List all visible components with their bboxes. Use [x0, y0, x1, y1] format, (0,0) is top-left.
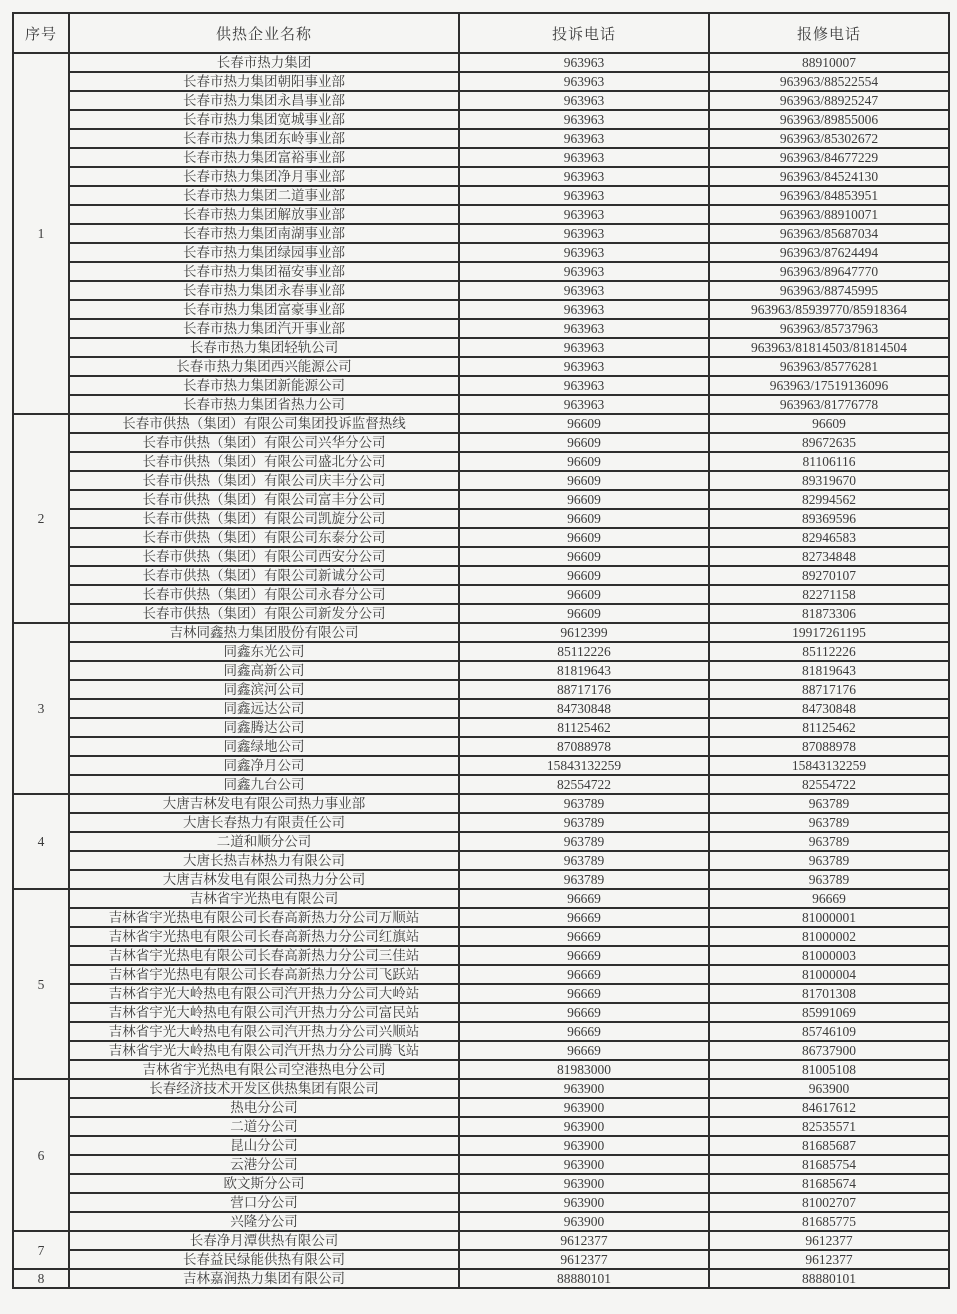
company-name-cell: 长春益民绿能供热有限公司	[69, 1250, 459, 1269]
header-serial-number: 序号	[13, 13, 69, 53]
repair-phone-cell: 87088978	[709, 737, 949, 756]
repair-phone-cell: 82734848	[709, 547, 949, 566]
table-row	[13, 509, 949, 528]
repair-phone-cell: 85746109	[709, 1022, 949, 1041]
repair-phone-cell: 963789	[709, 813, 949, 832]
repair-phone-cell: 84730848	[709, 699, 949, 718]
complaint-phone-cell: 963963	[459, 281, 709, 300]
complaint-phone-cell: 963963	[459, 129, 709, 148]
company-name-cell: 长春市供热（集团）有限公司凯旋分公司	[69, 509, 459, 528]
table-row	[13, 775, 949, 794]
repair-phone-cell: 88880101	[709, 1269, 949, 1288]
complaint-phone-cell: 81125462	[459, 718, 709, 737]
table-row	[13, 72, 949, 91]
table-row	[13, 699, 949, 718]
table-row	[13, 91, 949, 110]
table-row	[13, 452, 949, 471]
company-name-cell: 同鑫腾达公司	[69, 718, 459, 737]
company-name-cell: 长春市热力集团	[69, 53, 459, 72]
repair-phone-cell: 84617612	[709, 1098, 949, 1117]
complaint-phone-cell: 82554722	[459, 775, 709, 794]
complaint-phone-cell: 96669	[459, 1041, 709, 1060]
table-row	[13, 927, 949, 946]
table-row	[13, 1136, 949, 1155]
company-name-cell: 吉林省宇光热电有限公司空港热电分公司	[69, 1060, 459, 1079]
company-name-cell: 长春市热力集团汽开事业部	[69, 319, 459, 338]
repair-phone-cell: 82994562	[709, 490, 949, 509]
complaint-phone-cell: 96609	[459, 547, 709, 566]
table-row	[13, 357, 949, 376]
complaint-phone-cell: 963963	[459, 110, 709, 129]
repair-phone-cell: 963963/87624494	[709, 243, 949, 262]
table-row	[13, 547, 949, 566]
repair-phone-cell: 9612377	[709, 1250, 949, 1269]
complaint-phone-cell: 96669	[459, 927, 709, 946]
company-name-cell: 长春市热力集团西兴能源公司	[69, 357, 459, 376]
repair-phone-cell: 85112226	[709, 642, 949, 661]
complaint-phone-cell: 963963	[459, 167, 709, 186]
complaint-phone-cell: 963789	[459, 870, 709, 889]
table-row	[13, 205, 949, 224]
table-row	[13, 1098, 949, 1117]
company-name-cell: 同鑫九台公司	[69, 775, 459, 794]
complaint-phone-cell: 963963	[459, 338, 709, 357]
serial-cell: 4	[13, 794, 69, 889]
repair-phone-cell: 89369596	[709, 509, 949, 528]
table-row	[13, 889, 949, 908]
table-row	[13, 167, 949, 186]
table-row	[13, 1041, 949, 1060]
repair-phone-cell: 15843132259	[709, 756, 949, 775]
complaint-phone-cell: 963900	[459, 1174, 709, 1193]
complaint-phone-cell: 963900	[459, 1117, 709, 1136]
complaint-phone-cell: 963789	[459, 794, 709, 813]
table-row	[13, 1155, 949, 1174]
table-row	[13, 129, 949, 148]
repair-phone-cell: 81000004	[709, 965, 949, 984]
company-name-cell: 吉林省宇光大岭热电有限公司汽开热力分公司腾飞站	[69, 1041, 459, 1060]
complaint-phone-cell: 96609	[459, 528, 709, 547]
repair-phone-cell: 81125462	[709, 718, 949, 737]
table-row	[13, 832, 949, 851]
company-name-cell: 长春市热力集团净月事业部	[69, 167, 459, 186]
complaint-phone-cell: 96609	[459, 566, 709, 585]
repair-phone-cell: 963963/85939770/85918364	[709, 300, 949, 319]
company-name-cell: 长春市热力集团东岭事业部	[69, 129, 459, 148]
table-row	[13, 148, 949, 167]
company-name-cell: 长春市供热（集团）有限公司新发分公司	[69, 604, 459, 623]
complaint-phone-cell: 81819643	[459, 661, 709, 680]
complaint-phone-cell: 81983000	[459, 1060, 709, 1079]
company-name-cell: 吉林省宇光大岭热电有限公司汽开热力分公司富民站	[69, 1003, 459, 1022]
company-name-cell: 大唐长春热力有限责任公司	[69, 813, 459, 832]
table-row	[13, 965, 949, 984]
company-name-cell: 吉林省宇光热电有限公司长春高新热力分公司三佳站	[69, 946, 459, 965]
table-row	[13, 528, 949, 547]
complaint-phone-cell: 96609	[459, 433, 709, 452]
complaint-phone-cell: 963963	[459, 72, 709, 91]
complaint-phone-cell: 963789	[459, 832, 709, 851]
table-row	[13, 1269, 949, 1288]
table-row	[13, 680, 949, 699]
repair-phone-cell: 963963/89855006	[709, 110, 949, 129]
company-name-cell: 吉林省宇光热电有限公司长春高新热力分公司万顺站	[69, 908, 459, 927]
complaint-phone-cell: 9612377	[459, 1250, 709, 1269]
table-row	[13, 813, 949, 832]
complaint-phone-cell: 96609	[459, 604, 709, 623]
company-name-cell: 长春市供热（集团）有限公司东泰分公司	[69, 528, 459, 547]
header-company-name: 供热企业名称	[69, 13, 459, 53]
complaint-phone-cell: 96609	[459, 509, 709, 528]
company-name-cell: 长春市热力集团富豪事业部	[69, 300, 459, 319]
company-name-cell: 长春市热力集团省热力公司	[69, 395, 459, 414]
company-name-cell: 吉林省宇光热电有限公司长春高新热力分公司红旗站	[69, 927, 459, 946]
table-row	[13, 946, 949, 965]
table-row	[13, 1174, 949, 1193]
company-name-cell: 长春市热力集团绿园事业部	[69, 243, 459, 262]
complaint-phone-cell: 96609	[459, 414, 709, 433]
complaint-phone-cell: 963900	[459, 1155, 709, 1174]
table-row	[13, 737, 949, 756]
repair-phone-cell: 89672635	[709, 433, 949, 452]
table-row	[13, 243, 949, 262]
heating-company-phone-table	[12, 12, 950, 1289]
complaint-phone-cell: 963963	[459, 319, 709, 338]
table-row	[13, 1117, 949, 1136]
repair-phone-cell: 81106116	[709, 452, 949, 471]
repair-phone-cell: 88717176	[709, 680, 949, 699]
complaint-phone-cell: 88717176	[459, 680, 709, 699]
complaint-phone-cell: 963900	[459, 1193, 709, 1212]
complaint-phone-cell: 963963	[459, 300, 709, 319]
complaint-phone-cell: 96669	[459, 1003, 709, 1022]
table-row	[13, 984, 949, 1003]
repair-phone-cell: 81685775	[709, 1212, 949, 1231]
table-row	[13, 471, 949, 490]
table-row	[13, 376, 949, 395]
company-name-cell: 长春市供热（集团）有限公司富丰分公司	[69, 490, 459, 509]
company-name-cell: 长春市热力集团宽城事业部	[69, 110, 459, 129]
repair-phone-cell: 89319670	[709, 471, 949, 490]
repair-phone-cell: 82946583	[709, 528, 949, 547]
company-name-cell: 长春市供热（集团）有限公司兴华分公司	[69, 433, 459, 452]
company-name-cell: 吉林省宇光热电有限公司长春高新热力分公司飞跃站	[69, 965, 459, 984]
table-row	[13, 433, 949, 452]
repair-phone-cell: 963963/85776281	[709, 357, 949, 376]
company-name-cell: 大唐长热吉林热力有限公司	[69, 851, 459, 870]
complaint-phone-cell: 96669	[459, 965, 709, 984]
company-name-cell: 云港分公司	[69, 1155, 459, 1174]
complaint-phone-cell: 96669	[459, 1022, 709, 1041]
company-name-cell: 大唐吉林发电有限公司热力分公司	[69, 870, 459, 889]
complaint-phone-cell: 85112226	[459, 642, 709, 661]
complaint-phone-cell: 88880101	[459, 1269, 709, 1288]
repair-phone-cell: 81819643	[709, 661, 949, 680]
repair-phone-cell: 963963/88522554	[709, 72, 949, 91]
table-row	[13, 319, 949, 338]
table-row	[13, 623, 949, 642]
company-name-cell: 长春市供热（集团）有限公司永春分公司	[69, 585, 459, 604]
table-row	[13, 490, 949, 509]
company-name-cell: 吉林省宇光大岭热电有限公司汽开热力分公司兴顺站	[69, 1022, 459, 1041]
table-row	[13, 642, 949, 661]
repair-phone-cell: 963963/85302672	[709, 129, 949, 148]
complaint-phone-cell: 963963	[459, 91, 709, 110]
repair-phone-cell: 963963/85687034	[709, 224, 949, 243]
company-name-cell: 长春市热力集团富裕事业部	[69, 148, 459, 167]
table-row	[13, 1079, 949, 1098]
repair-phone-cell: 963789	[709, 870, 949, 889]
repair-phone-cell: 9612377	[709, 1231, 949, 1250]
company-name-cell: 长春市热力集团二道事业部	[69, 186, 459, 205]
company-name-cell: 二道和顺分公司	[69, 832, 459, 851]
repair-phone-cell: 81685754	[709, 1155, 949, 1174]
complaint-phone-cell: 963963	[459, 224, 709, 243]
complaint-phone-cell: 963900	[459, 1212, 709, 1231]
company-name-cell: 长春市热力集团新能源公司	[69, 376, 459, 395]
header-repair-phone: 报修电话	[709, 13, 949, 53]
serial-cell: 5	[13, 889, 69, 1079]
table-row	[13, 53, 949, 72]
repair-phone-cell: 963789	[709, 851, 949, 870]
table-row	[13, 414, 949, 433]
company-name-cell: 大唐吉林发电有限公司热力事业部	[69, 794, 459, 813]
complaint-phone-cell: 963963	[459, 205, 709, 224]
repair-phone-cell: 963963/88925247	[709, 91, 949, 110]
repair-phone-cell: 963789	[709, 832, 949, 851]
complaint-phone-cell: 96669	[459, 889, 709, 908]
company-name-cell: 欧文斯分公司	[69, 1174, 459, 1193]
company-name-cell: 吉林省宇光热电有限公司	[69, 889, 459, 908]
table-row	[13, 566, 949, 585]
table-row	[13, 224, 949, 243]
table-row	[13, 395, 949, 414]
complaint-phone-cell: 96609	[459, 490, 709, 509]
table-row	[13, 1250, 949, 1269]
repair-phone-cell: 89270107	[709, 566, 949, 585]
complaint-phone-cell: 963789	[459, 813, 709, 832]
repair-phone-cell: 82554722	[709, 775, 949, 794]
complaint-phone-cell: 963963	[459, 262, 709, 281]
complaint-phone-cell: 963963	[459, 395, 709, 414]
table-row	[13, 1193, 949, 1212]
header-row	[13, 13, 949, 53]
repair-phone-cell: 963963/89647770	[709, 262, 949, 281]
complaint-phone-cell: 963900	[459, 1098, 709, 1117]
complaint-phone-cell: 15843132259	[459, 756, 709, 775]
company-name-cell: 同鑫东光公司	[69, 642, 459, 661]
complaint-phone-cell: 963963	[459, 186, 709, 205]
repair-phone-cell: 963963/81776778	[709, 395, 949, 414]
company-name-cell: 长春市热力集团解放事业部	[69, 205, 459, 224]
company-name-cell: 昆山分公司	[69, 1136, 459, 1155]
repair-phone-cell: 963900	[709, 1079, 949, 1098]
table-row	[13, 604, 949, 623]
repair-phone-cell: 963963/81814503/81814504	[709, 338, 949, 357]
repair-phone-cell: 81000002	[709, 927, 949, 946]
repair-phone-cell: 85991069	[709, 1003, 949, 1022]
table-row	[13, 794, 949, 813]
complaint-phone-cell: 963900	[459, 1079, 709, 1098]
table-row	[13, 1022, 949, 1041]
repair-phone-cell: 82535571	[709, 1117, 949, 1136]
company-name-cell: 长春市供热（集团）有限公司集团投诉监督热线	[69, 414, 459, 433]
company-name-cell: 同鑫净月公司	[69, 756, 459, 775]
table-row	[13, 338, 949, 357]
table-row	[13, 870, 949, 889]
complaint-phone-cell: 963963	[459, 376, 709, 395]
table-row	[13, 110, 949, 129]
repair-phone-cell: 963963/84524130	[709, 167, 949, 186]
table-row	[13, 281, 949, 300]
table-row	[13, 1212, 949, 1231]
repair-phone-cell: 81005108	[709, 1060, 949, 1079]
company-name-cell: 长春市供热（集团）有限公司西安分公司	[69, 547, 459, 566]
company-name-cell: 热电分公司	[69, 1098, 459, 1117]
repair-phone-cell: 963789	[709, 794, 949, 813]
company-name-cell: 长春市热力集团朝阳事业部	[69, 72, 459, 91]
table-row	[13, 756, 949, 775]
company-name-cell: 长春市供热（集团）有限公司庆丰分公司	[69, 471, 459, 490]
serial-cell: 2	[13, 414, 69, 623]
repair-phone-cell: 96609	[709, 414, 949, 433]
repair-phone-cell: 81685687	[709, 1136, 949, 1155]
complaint-phone-cell: 96669	[459, 946, 709, 965]
company-name-cell: 长春市热力集团福安事业部	[69, 262, 459, 281]
company-name-cell: 长春经济技术开发区供热集团有限公司	[69, 1079, 459, 1098]
repair-phone-cell: 81002707	[709, 1193, 949, 1212]
repair-phone-cell: 88910007	[709, 53, 949, 72]
repair-phone-cell: 81000001	[709, 908, 949, 927]
complaint-phone-cell: 963963	[459, 148, 709, 167]
table-row	[13, 908, 949, 927]
complaint-phone-cell: 963900	[459, 1136, 709, 1155]
repair-phone-cell: 81685674	[709, 1174, 949, 1193]
table-row	[13, 661, 949, 680]
complaint-phone-cell: 963963	[459, 53, 709, 72]
table-row	[13, 300, 949, 319]
serial-cell: 3	[13, 623, 69, 794]
company-name-cell: 吉林同鑫热力集团股份有限公司	[69, 623, 459, 642]
table-row	[13, 1003, 949, 1022]
company-name-cell: 长春净月潭供热有限公司	[69, 1231, 459, 1250]
table-row	[13, 1060, 949, 1079]
company-name-cell: 长春市热力集团永昌事业部	[69, 91, 459, 110]
repair-phone-cell: 963963/88745995	[709, 281, 949, 300]
company-name-cell: 长春市热力集团轻轨公司	[69, 338, 459, 357]
table-body	[13, 53, 949, 1288]
company-name-cell: 吉林嘉润热力集团有限公司	[69, 1269, 459, 1288]
repair-phone-cell: 19917261195	[709, 623, 949, 642]
company-name-cell: 营口分公司	[69, 1193, 459, 1212]
complaint-phone-cell: 96669	[459, 984, 709, 1003]
company-name-cell: 吉林省宇光大岭热电有限公司汽开热力分公司大岭站	[69, 984, 459, 1003]
table-row	[13, 718, 949, 737]
repair-phone-cell: 81701308	[709, 984, 949, 1003]
serial-cell: 7	[13, 1231, 69, 1269]
company-name-cell: 同鑫远达公司	[69, 699, 459, 718]
repair-phone-cell: 963963/84853951	[709, 186, 949, 205]
company-name-cell: 长春市热力集团永春事业部	[69, 281, 459, 300]
company-name-cell: 同鑫高新公司	[69, 661, 459, 680]
serial-cell: 1	[13, 53, 69, 414]
company-name-cell: 同鑫绿地公司	[69, 737, 459, 756]
table-row	[13, 851, 949, 870]
company-name-cell: 二道分公司	[69, 1117, 459, 1136]
repair-phone-cell: 963963/84677229	[709, 148, 949, 167]
repair-phone-cell: 963963/85737963	[709, 319, 949, 338]
complaint-phone-cell: 96609	[459, 585, 709, 604]
table-row	[13, 262, 949, 281]
company-name-cell: 长春市供热（集团）有限公司盛北分公司	[69, 452, 459, 471]
repair-phone-cell: 82271158	[709, 585, 949, 604]
company-name-cell: 长春市供热（集团）有限公司新诚分公司	[69, 566, 459, 585]
serial-cell: 6	[13, 1079, 69, 1231]
company-name-cell: 兴隆分公司	[69, 1212, 459, 1231]
complaint-phone-cell: 87088978	[459, 737, 709, 756]
repair-phone-cell: 96669	[709, 889, 949, 908]
complaint-phone-cell: 96669	[459, 908, 709, 927]
complaint-phone-cell: 963789	[459, 851, 709, 870]
table-row	[13, 186, 949, 205]
complaint-phone-cell: 84730848	[459, 699, 709, 718]
complaint-phone-cell: 96609	[459, 471, 709, 490]
company-name-cell: 长春市热力集团南湖事业部	[69, 224, 459, 243]
repair-phone-cell: 81873306	[709, 604, 949, 623]
repair-phone-cell: 963963/17519136096	[709, 376, 949, 395]
complaint-phone-cell: 96609	[459, 452, 709, 471]
complaint-phone-cell: 963963	[459, 357, 709, 376]
serial-cell: 8	[13, 1269, 69, 1288]
company-name-cell: 同鑫滨河公司	[69, 680, 459, 699]
table-row	[13, 585, 949, 604]
header-complaint-phone: 投诉电话	[459, 13, 709, 53]
complaint-phone-cell: 9612377	[459, 1231, 709, 1250]
repair-phone-cell: 86737900	[709, 1041, 949, 1060]
repair-phone-cell: 963963/88910071	[709, 205, 949, 224]
table-row	[13, 1231, 949, 1250]
complaint-phone-cell: 963963	[459, 243, 709, 262]
repair-phone-cell: 81000003	[709, 946, 949, 965]
complaint-phone-cell: 9612399	[459, 623, 709, 642]
